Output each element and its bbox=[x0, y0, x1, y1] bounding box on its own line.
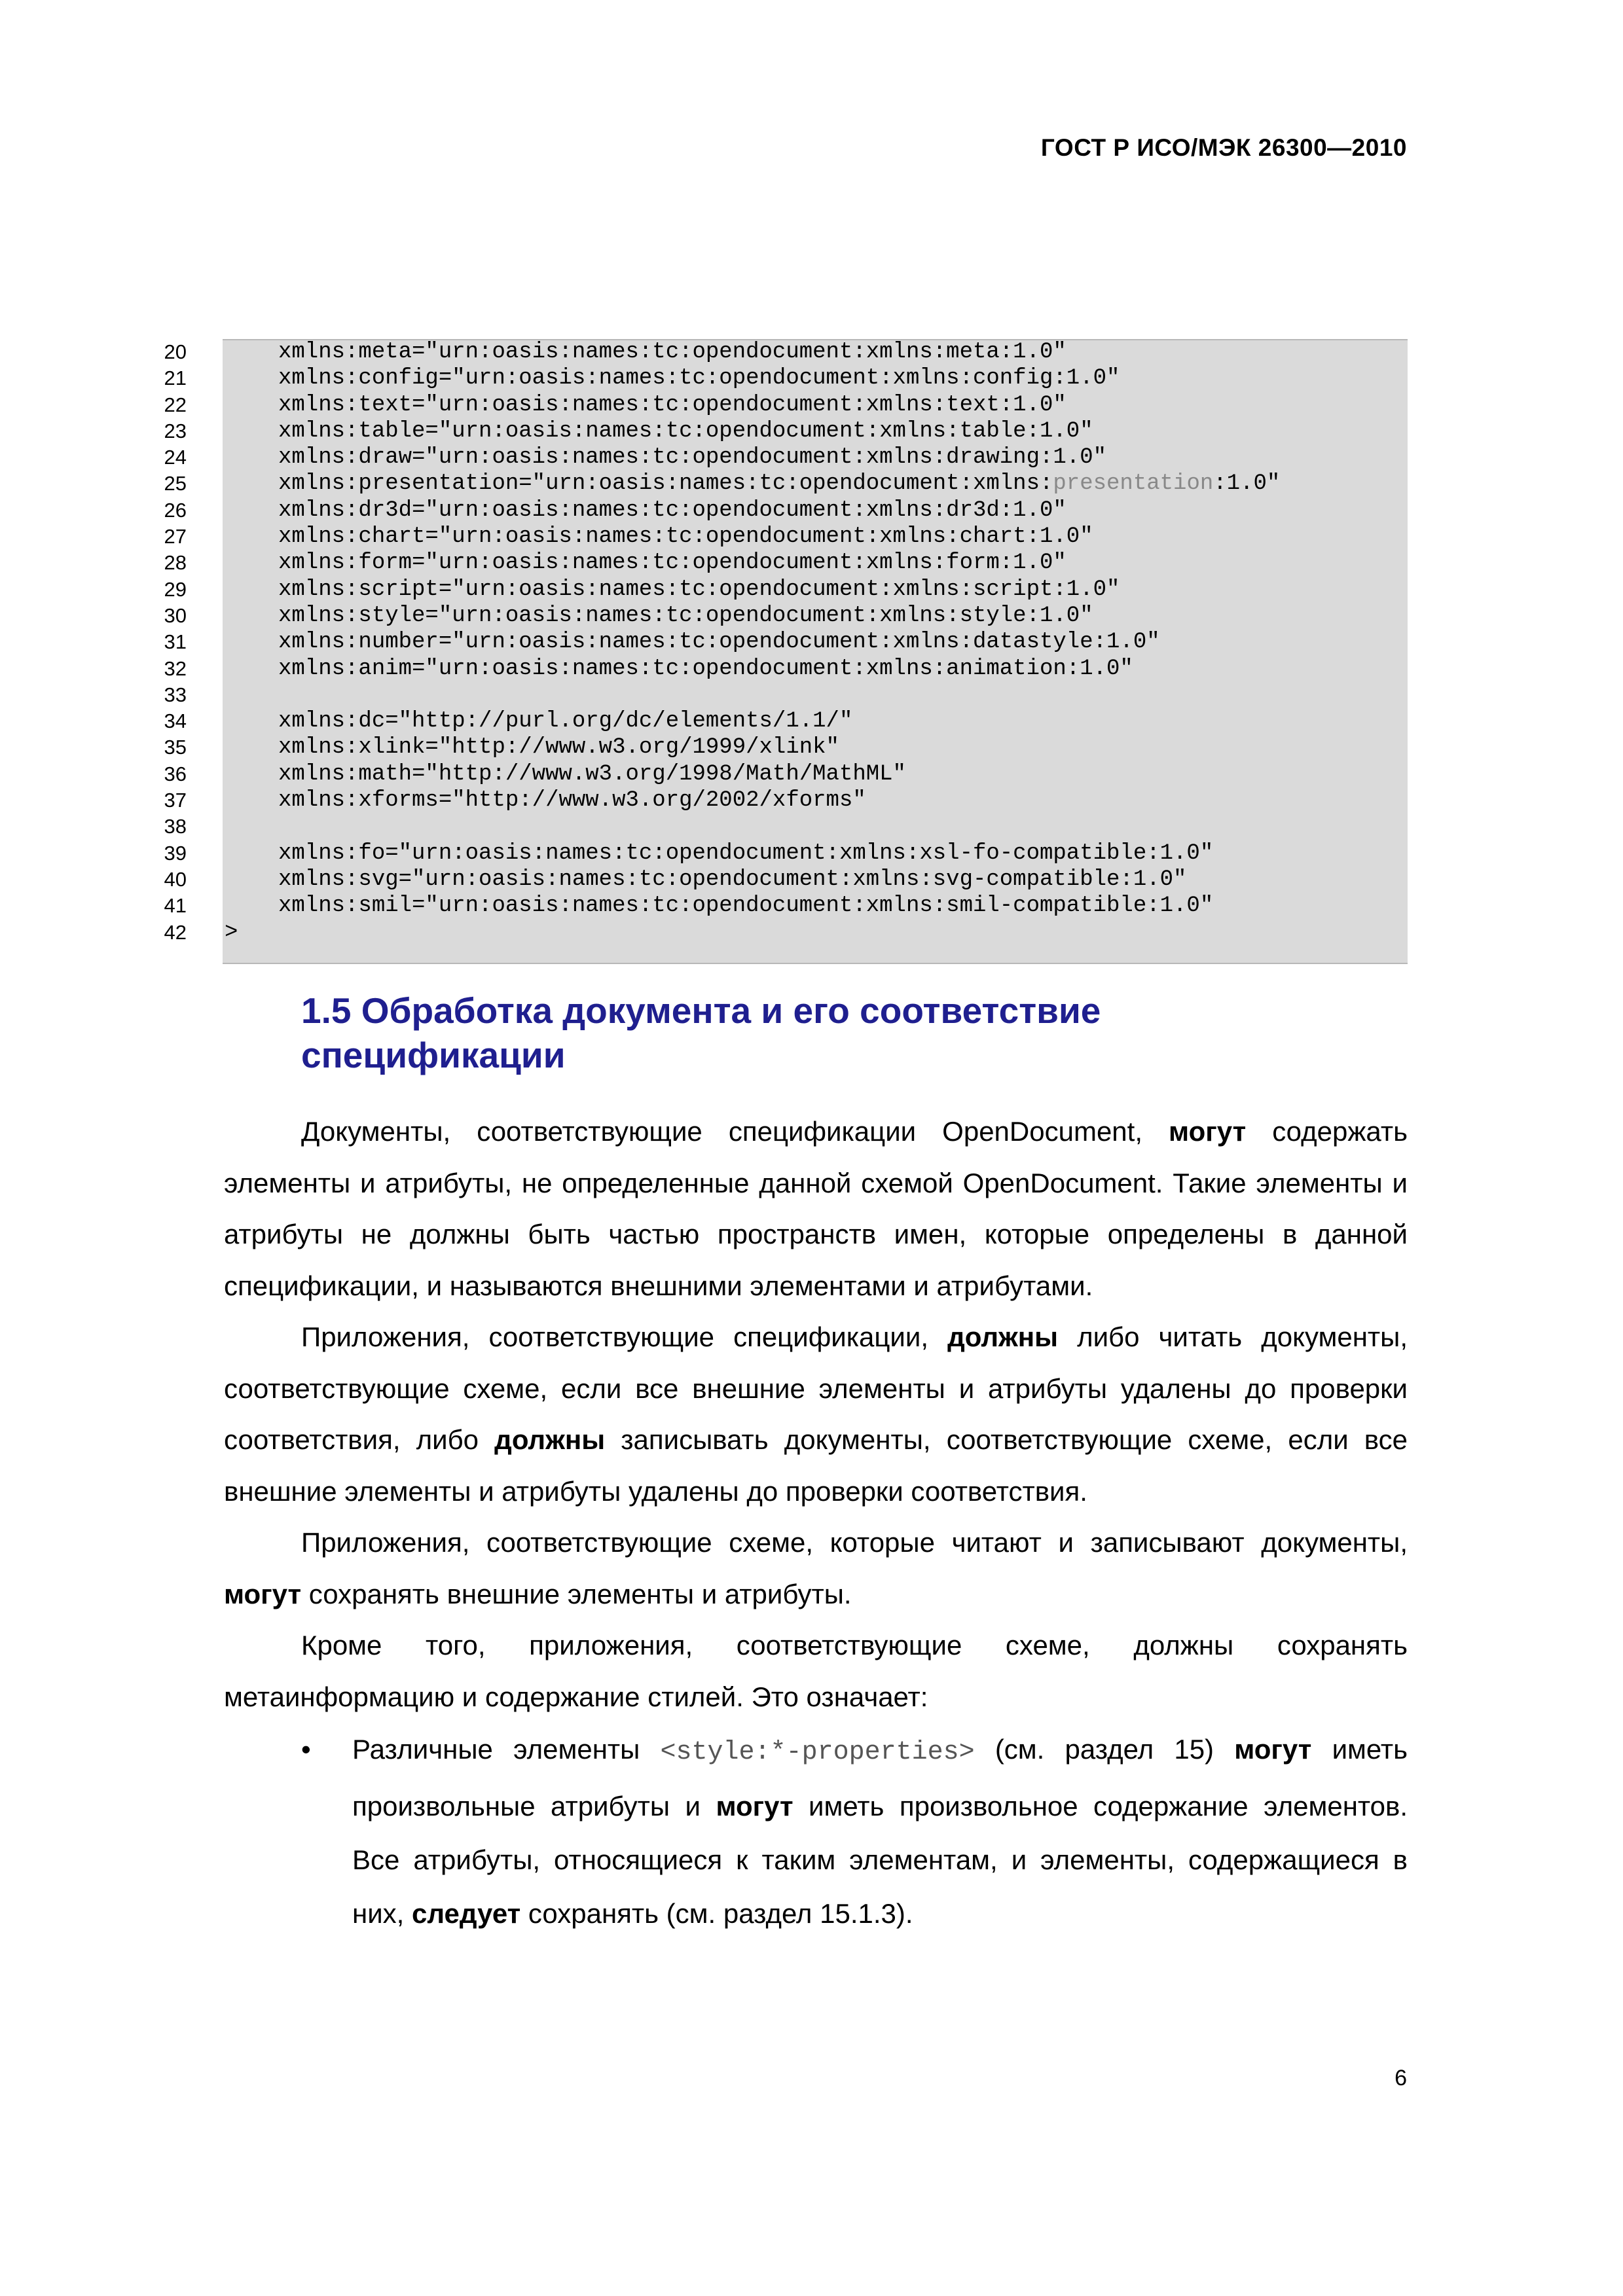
code-line bbox=[141, 920, 1408, 946]
code-text: xmlns:fo="urn:oasis:names:tc:opendocument:xmlns:xsl-fo-compatible:1.0" bbox=[278, 840, 1214, 866]
code-text: xmlns:presentation="urn:oasis:names:tc:opendocument:xmlns:presentation:1.0" bbox=[278, 471, 1281, 497]
line-number: 26 bbox=[164, 498, 187, 522]
paragraph-1: Документы, соответствующие спецификации OpenDocument, могут содержать элементы и атрибуты, не определенные данной схемой OpenDocument. Такие элементы и атрибуты не должны быть частью пространств имен, которые определены в данной спецификации, и называются внешними элементами и атрибутами. bbox=[224, 1116, 1408, 1301]
code-text: xmlns:number="urn:oasis:names:tc:opendocument:xmlns:datastyle:1.0" bbox=[278, 630, 1160, 655]
line-number: 22 bbox=[164, 393, 187, 416]
code-text: xmlns:anim="urn:oasis:names:tc:opendocument:xmlns:animation:1.0" bbox=[278, 656, 1133, 681]
code-line bbox=[141, 497, 1408, 524]
line-number: 41 bbox=[164, 894, 187, 918]
line-number: 39 bbox=[164, 841, 187, 865]
code-text: > bbox=[225, 920, 238, 945]
paragraph-3: Приложения, соответствующие схеме, которые читают и записывают документы, могут сохранять внешние элементы и атрибуты. bbox=[224, 1527, 1408, 1609]
line-number: 34 bbox=[164, 709, 187, 733]
line-number: 27 bbox=[164, 525, 187, 548]
code-line bbox=[141, 577, 1408, 603]
line-number: 21 bbox=[164, 367, 187, 390]
code-text: xmlns:meta="urn:oasis:names:tc:opendocument:xmlns:meta:1.0" bbox=[278, 340, 1067, 365]
code-text: xmlns:style="urn:oasis:names:tc:opendocument:xmlns:style:1.0" bbox=[278, 603, 1093, 628]
bullet-marker: • bbox=[301, 1734, 311, 1765]
code-line bbox=[141, 524, 1408, 550]
code-line bbox=[141, 418, 1408, 444]
code-text: xmlns:text="urn:oasis:names:tc:opendocument:xmlns:text:1.0" bbox=[278, 392, 1067, 418]
body-text bbox=[224, 1106, 1408, 1941]
code-text: xmlns:math="http://www.w3.org/1998/Math/MathML" bbox=[278, 761, 906, 787]
code-line bbox=[141, 708, 1408, 734]
code-line bbox=[141, 629, 1408, 655]
line-number: 40 bbox=[164, 867, 187, 891]
line-number: 32 bbox=[164, 656, 187, 680]
line-number: 23 bbox=[164, 419, 187, 442]
code-text: xmlns:svg="urn:oasis:names:tc:opendocument:xmlns:svg-compatible:1.0" bbox=[278, 867, 1187, 892]
line-number: 38 bbox=[164, 815, 187, 838]
code-line bbox=[141, 893, 1408, 919]
code-line bbox=[141, 339, 1408, 365]
page-number: 6 bbox=[1395, 2066, 1407, 2090]
code-line bbox=[141, 471, 1408, 497]
code-line bbox=[141, 840, 1408, 867]
line-number: 28 bbox=[164, 551, 187, 575]
code-text: xmlns:chart="urn:oasis:names:tc:opendocument:xmlns:chart:1.0" bbox=[278, 524, 1093, 550]
code-line bbox=[141, 656, 1408, 682]
line-number: 31 bbox=[164, 630, 187, 654]
code-line bbox=[141, 682, 1408, 708]
line-number: 29 bbox=[164, 577, 187, 601]
code-text: xmlns:table="urn:oasis:names:tc:opendocument:xmlns:table:1.0" bbox=[278, 418, 1093, 444]
code-text: xmlns:dc="http://purl.org/dc/elements/1.1/" bbox=[278, 709, 853, 734]
code-text: xmlns:xforms="http://www.w3.org/2002/xforms" bbox=[278, 788, 866, 814]
code-text: xmlns:draw="urn:oasis:names:tc:opendocument:xmlns:drawing:1.0" bbox=[278, 445, 1107, 471]
bullet-item: • Различные элементы <style:*-properties> (см. раздел 15) могут иметь произвольные атрибуты и могут иметь произвольное содержание элементов. Все атрибуты, относящиеся к таким элементам, и элементы, содержащиеся в них, следует сохранять (см. раздел 15.1.3). bbox=[224, 1723, 1408, 1941]
line-number: 33 bbox=[164, 683, 187, 706]
code-text: xmlns:smil="urn:oasis:names:tc:opendocument:xmlns:smil-compatible:1.0" bbox=[278, 893, 1214, 919]
code-text: xmlns:form="urn:oasis:names:tc:opendocument:xmlns:form:1.0" bbox=[278, 550, 1067, 576]
paragraph-4: Кроме того, приложения, соответствующие схеме, должны сохранять метаинформацию и содержание стилей. Это означает: bbox=[224, 1630, 1408, 1712]
line-number: 20 bbox=[164, 340, 187, 363]
code-text: xmlns:dr3d="urn:oasis:names:tc:opendocument:xmlns:dr3d:1.0" bbox=[278, 497, 1067, 523]
document-header: ГОСТ Р ИСО/МЭК 26300—2010 bbox=[1040, 134, 1407, 161]
code-text: xmlns:config="urn:oasis:names:tc:opendocument:xmlns:config:1.0" bbox=[278, 366, 1120, 391]
code-line bbox=[141, 761, 1408, 787]
code-line bbox=[141, 365, 1408, 391]
code-inline: <style:*-properties> bbox=[660, 1738, 975, 1767]
line-number: 30 bbox=[164, 603, 187, 627]
code-line bbox=[141, 734, 1408, 761]
code-text: xmlns:script="urn:oasis:names:tc:opendocument:xmlns:script:1.0" bbox=[278, 577, 1120, 602]
code-line bbox=[141, 603, 1408, 629]
line-number: 36 bbox=[164, 762, 187, 785]
code-line bbox=[141, 787, 1408, 814]
paragraph-2: Приложения, соответствующие спецификации, должны либо читать документы, соответствующие схеме, если все внешние элементы и атрибуты удалены до проверки соответствия, либо должны записывать документы, соответствующие схеме, если все внешние элементы и атрибуты удалены до проверки соответствия. bbox=[224, 1321, 1408, 1507]
code-text: xmlns:xlink="http://www.w3.org/1999/xlink" bbox=[278, 735, 839, 761]
line-number: 37 bbox=[164, 789, 187, 812]
line-number: 24 bbox=[164, 446, 187, 469]
code-line bbox=[141, 444, 1408, 471]
code-listing bbox=[141, 339, 1408, 946]
line-number: 25 bbox=[164, 472, 187, 495]
line-number: 42 bbox=[164, 920, 187, 944]
section-title: 1.5 Обработка документа и его соответствие спецификации bbox=[301, 990, 1101, 1075]
code-line bbox=[141, 550, 1408, 576]
code-line bbox=[141, 392, 1408, 418]
code-line bbox=[141, 814, 1408, 840]
code-line bbox=[141, 867, 1408, 893]
line-number: 35 bbox=[164, 736, 187, 759]
